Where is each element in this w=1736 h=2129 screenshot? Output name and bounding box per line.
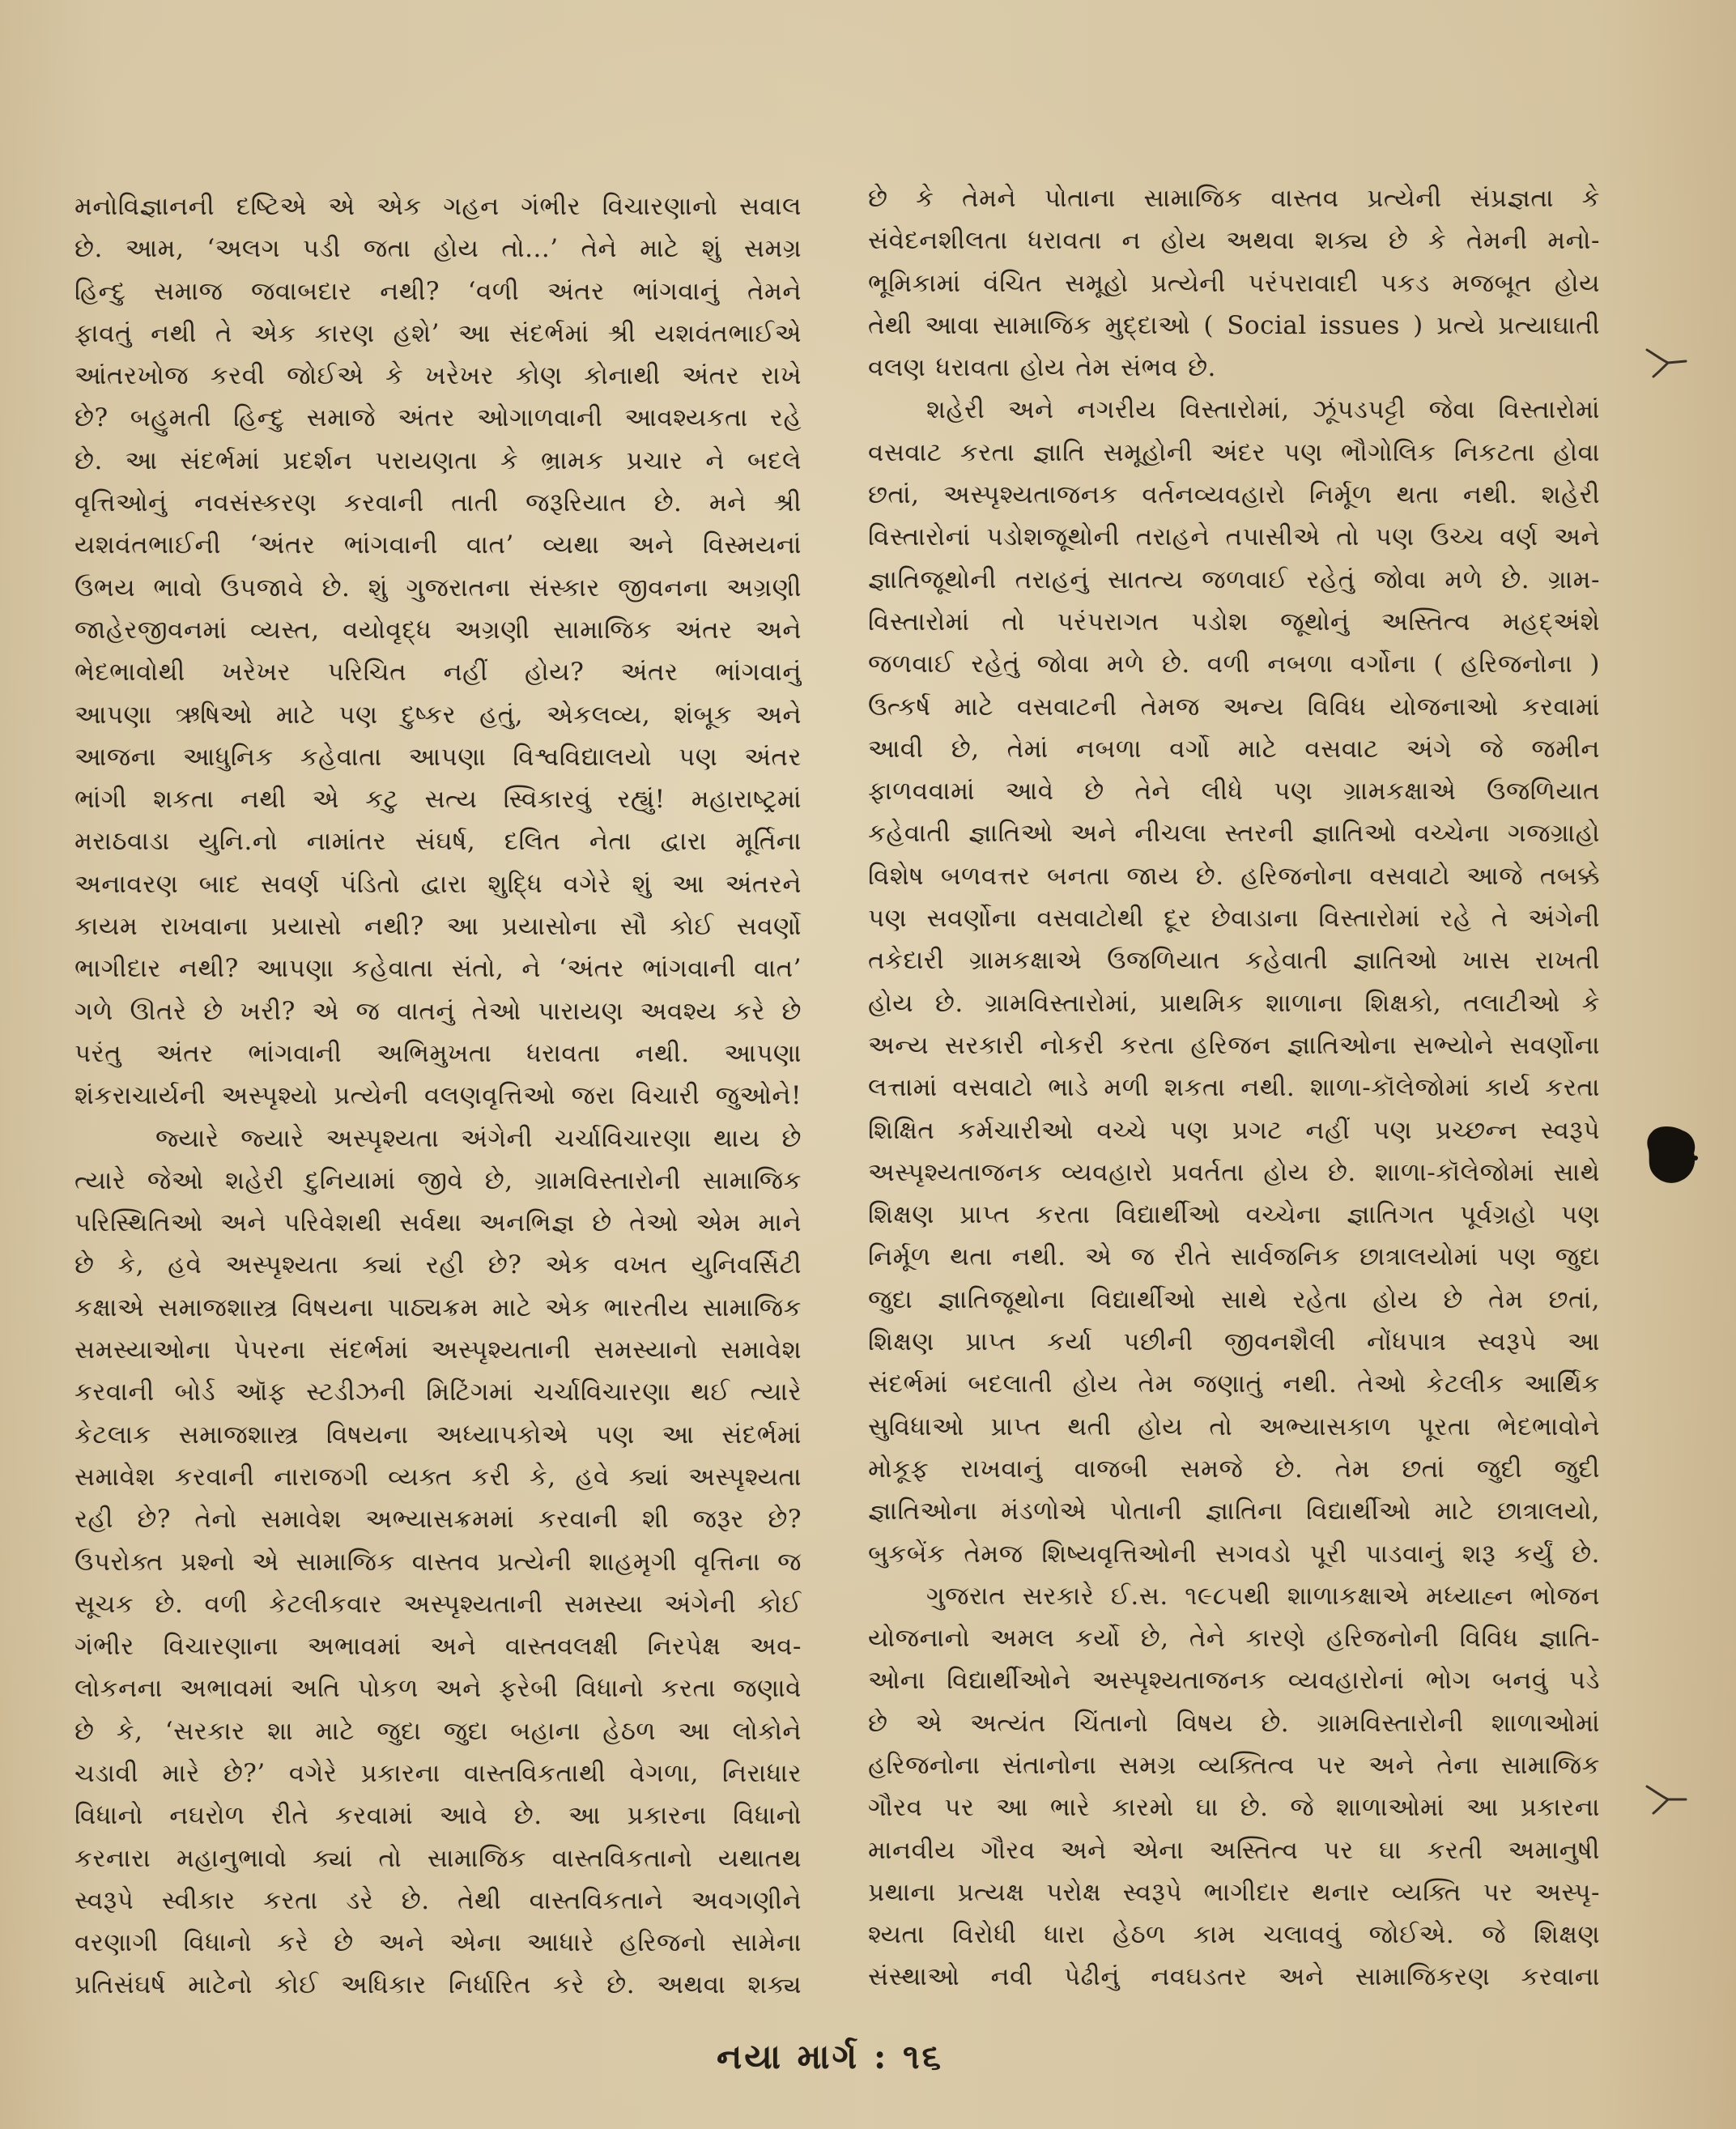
text-line: શિક્ષણ પ્રાપ્ત કર્યા પછીની જીવનશૈલી નોંધપાત્ર સ્વરૂપે આ: [868, 1327, 1600, 1357]
text-line: વૃત્તિઓનું નવસંસ્કરણ કરવાની તાતી જરૂરિયાત છે. મને શ્રી: [74, 488, 802, 518]
text-line: અનાવરણ બાદ સવર્ણ પંડિતો દ્વારા શુદ્ધિ વગેરે શું આ અંતરને: [74, 869, 802, 899]
text-line: હિન્દુ સમાજ જવાબદાર નથી? ‘વળી અંતર ભાંગવાનું તેમને: [74, 276, 802, 306]
text-line: શંકરાચાર્યની અસ્પૃશ્યો પ્રત્યેની વલણવૃત્તિઓ જરા વિચારી જુઓને!: [74, 1081, 802, 1111]
text-line: ગંભીર વિચારણાના અભાવમાં અને વાસ્તવલક્ષી નિરપેક્ષ અવ-: [74, 1632, 802, 1662]
text-line: ભાંગી શકતા નથી એ કટુ સત્ય સ્વિકારવું રહ્યું! મહારાષ્ટ્રમાં: [74, 785, 802, 815]
paragraph-start-line: શહેરી અને નગરીય વિસ્તારોમાં, ઝૂંપડપટ્ટી જેવા વિસ્તારોમાં: [926, 395, 1600, 425]
paragraph-start-line: જ્યારે જ્યારે અસ્પૃશ્યતા અંગેની ચર્ચાવિચારણા થાય છે: [155, 1123, 802, 1153]
text-line: જ્ઞાતિઓના મંડળોએ પોતાની જ્ઞાતિના વિદ્યાર્થીઓ માટે છાત્રાલયો,: [868, 1497, 1600, 1526]
text-line: ભાગીદાર નથી? આપણા કહેવાતા સંતો, ને ‘અંતર ભાંગવાની વાત’: [74, 954, 802, 984]
text-line: લત્તામાં વસવાટો ભાડે મળી શકતા નથી. શાળા-કૉલેજોમાં કાર્ય કરતા: [868, 1073, 1600, 1103]
text-line: સુવિધાઓ પ્રાપ્ત થતી હોય તો અભ્યાસકાળ પૂરતા ભેદભાવોને: [868, 1412, 1600, 1441]
text-line: ઓના વિદ્યાર્થીઓને અસ્પૃશ્યતાજનક વ્યવહારોનાં ભોગ બનવું પડે: [868, 1666, 1600, 1696]
text-line: કરનારા મહાનુભાવો ક્યાં તો સામાજિક વાસ્તવિકતાનો યથાતથ: [74, 1843, 802, 1873]
text-line: આવી છે, તેમાં નબળા વર્ગો માટે વસવાટ અંગે જે જમીન: [868, 734, 1600, 764]
text-line: ત્યારે જેઓ શહેરી દુનિયામાં જીવે છે, ગ્રામવિસ્તારોની સામાજિક: [74, 1165, 802, 1195]
text-line: છતાં, અસ્પૃશ્યતાજનક વર્તનવ્યવહારો નિર્મૂળ થતા નથી. શહેરી: [868, 480, 1600, 510]
text-line: મોકૂફ રાખવાનું વાજબી સમજે છે. તેમ છતાં જુદી જુદી: [868, 1454, 1600, 1484]
text-line: ભૂમિકામાં વંચિત સમૂહો પ્રત્યેની પરંપરાવાદી પકડ મજબૂત હોય: [868, 268, 1600, 298]
text-line: છે કે, હવે અસ્પૃશ્યતા ક્યાં રહી છે? એક વખત યુનિવર્સિટી: [74, 1250, 802, 1280]
text-line: પ્રતિસંઘર્ષ માટેનો કોઈ અધિકાર નિર્ધારિત કરે છે. અથવા શક્ય: [74, 1970, 802, 2000]
text-line: હરિજનોના સંતાનોના સમગ્ર વ્યક્તિત્વ પર અને તેના સામાજિક: [868, 1750, 1600, 1780]
text-line: વિસ્તારોનાં પડોશજૂથોની તરાહને તપાસીએ તો પણ ઉચ્ચ વર્ણ અને: [868, 522, 1600, 552]
margin-mark: [1644, 347, 1689, 379]
text-line: સૂચક છે. વળી કેટલીકવાર અસ્પૃશ્યતાની સમસ્યા અંગેની કોઈ: [74, 1589, 802, 1619]
text-line: લોકનના અભાવમાં અતિ પોકળ અને ફરેબી વિધાનો કરતા જણાવે: [74, 1674, 802, 1704]
text-line: આપણા ઋષિઓ માટે પણ દુષ્કર હતું, એકલવ્ય, શંબૂક અને: [74, 700, 802, 730]
text-line: સંસ્થાઓ નવી પેઢીનું નવઘડતર અને સામાજિકરણ કરવાના: [868, 1962, 1600, 1992]
text-line: રહી છે? તેનો સમાવેશ અભ્યાસક્રમમાં કરવાની શી જરૂર છે?: [74, 1505, 802, 1535]
text-line: વિશેષ બળવત્તર બનતા જાય છે. હરિજનોના વસવાટો આજે તબક્કે: [868, 861, 1600, 891]
left-column: [74, 185, 802, 2007]
text-line: સંવેદનશીલતા ધરાવતા ન હોય અથવા શક્ય છે કે તેમની મનો-: [868, 226, 1600, 256]
text-line: સમાવેશ કરવાની નારાજગી વ્યક્ત કરી કે, હવે ક્યાં અસ્પૃશ્યતા: [74, 1462, 802, 1492]
text-line: કક્ષાએ સમાજશાસ્ત્ર વિષયના પાઠ્યક્રમ માટે એક ભારતીય સામાજિક: [74, 1292, 802, 1322]
text-line: જાહેરજીવનમાં વ્યસ્ત, વયોવૃદ્ધ અગ્રણી સામાજિક અંતર અને: [74, 615, 802, 645]
text-line: છે કે, ‘સરકાર શા માટે જુદા જુદા બહાના હેઠળ આ લોકોને: [74, 1716, 802, 1746]
text-line: છે? બહુમતી હિન્દુ સમાજે અંતર ઓગાળવાની આવશ્યકતા રહે: [74, 403, 802, 433]
text-line: ચડાવી મારે છે?’ વગેરે પ્રકારના વાસ્તવિકતાથી વેગળા, નિરાધાર: [74, 1758, 802, 1788]
margin-mark: [1644, 1782, 1689, 1816]
text-line: અસ્પૃશ્યતાજનક વ્યવહારો પ્રવર્તતા હોય છે. શાળા-કૉલેજોમાં સાથે: [868, 1157, 1600, 1187]
text-line: ગળે ઊતરે છે ખરી? એ જ વાતનું તેઓ પારાયણ અવશ્ય કરે છે: [74, 996, 802, 1026]
right-column: [868, 177, 1600, 1999]
paragraph-start-line: ગુજરાત સરકારે ઈ.સ. ૧૯૮૫થી શાળાકક્ષાએ મધ્યાહ્ન ભોજન: [926, 1581, 1600, 1611]
text-line: ઉત્કર્ષ માટે વસવાટની તેમજ અન્ય વિવિધ યોજનાઓ કરવામાં: [868, 692, 1600, 722]
text-line: ફાળવવામાં આવે છે તેને લીધે પણ ગ્રામકક્ષાએ ઉજળિયાત: [868, 777, 1600, 807]
text-line: પરંતુ અંતર ભાંગવાની અભિમુખતા ધરાવતા નથી. આપણા: [74, 1038, 802, 1068]
text-line: છે એ અત્યંત ચિંતાનો વિષય છે. ગ્રામવિસ્તારોની શાળાઓમાં: [868, 1708, 1600, 1738]
text-line: કાયમ રાખવાના પ્રયાસો નથી? આ પ્રયાસોના સૌ કોઈ સવર્ણો: [74, 912, 802, 942]
text-line: મરાઠવાડા યુનિ.નો નામાંતર સંઘર્ષ, દલિત નેતા દ્વારા મૂર્તિના: [74, 827, 802, 857]
text-line: પણ સવર્ણોના વસવાટોથી દૂર છેવાડાના વિસ્તારોમાં રહે તે અંગેની: [868, 904, 1600, 934]
text-line: સમસ્યાઓના પેપરના સંદર્ભમાં અસ્પૃશ્યતાની સમસ્યાનો સમાવેશ: [74, 1335, 802, 1365]
text-line: નિર્મૂળ થતા નથી. એ જ રીતે સાર્વજનિક છાત્રાલયોમાં પણ જુદા: [868, 1242, 1600, 1272]
text-line: છે. આ સંદર્ભમાં પ્રદર્શન પરાયણતા કે ભ્રામક પ્રચાર ને બદલે: [74, 445, 802, 475]
text-line: વરણાગી વિધાનો કરે છે અને એના આધારે હરિજનો સામેના: [74, 1928, 802, 1958]
text-line: ફાવતું નથી તે એક કારણ હશે’ આ સંદર્ભમાં શ્રી યશવંતભાઈએ: [74, 318, 802, 348]
text-line: વસવાટ કરતા જ્ઞાતિ સમૂહોની અંદર પણ ભૌગોલિક નિકટતા હોવા: [868, 437, 1600, 467]
text-line: શ્યતા વિરોધી ધારા હેઠળ કામ ચલાવવું જોઈએ. જે શિક્ષણ: [868, 1920, 1600, 1950]
text-line: કરવાની બોર્ડ ઑફ સ્ટડીઝની મિટિંગમાં ચર્ચાવિચારણા થઈ ત્યારે: [74, 1377, 802, 1407]
text-line: સંદર્ભમાં બદલાતી હોય તેમ જણાતું નથી. તેઓ કેટલીક આર્થિક: [868, 1369, 1600, 1399]
text-line: તકેદારી ગ્રામકક્ષાએ ઉજળિયાત કહેવાતી જ્ઞાતિઓ ખાસ રાખતી: [868, 946, 1600, 976]
text-line: કેટલાક સમાજશાસ્ત્ર વિષયના અધ્યાપકોએ પણ આ સંદર્ભમાં: [74, 1420, 802, 1450]
text-line: જુદા જ્ઞાતિજૂથોના વિદ્યાર્થીઓ સાથે રહેતા હોય છે તેમ છતાં,: [868, 1284, 1600, 1314]
page-footer: નયા માર્ગ : ૧૬: [717, 2037, 944, 2076]
text-line: છે. આમ, ‘અલગ પડી જતા હોય તો...’ તેને માટે શું સમગ્ર: [74, 234, 802, 264]
text-line: ઉભય ભાવો ઉપજાવે છે. શું ગુજરાતના સંસ્કાર જીવનના અગ્રણી: [74, 573, 802, 603]
text-line: પ્રથાના પ્રત્યક્ષ પરોક્ષ સ્વરૂપે ભાગીદાર થનાર વ્યક્તિ પર અસ્પૃ-: [868, 1877, 1600, 1907]
text-line: બુકબેંક તેમજ શિષ્યવૃત્તિઓની સગવડો પૂરી પાડવાનું શરૂ કર્યું છે.: [868, 1539, 1600, 1569]
text-line: અન્ય સરકારી નોકરી કરતા હરિજન જ્ઞાતિઓના સભ્યોને સવર્ણોના: [868, 1030, 1600, 1060]
text-line: ઉપરોક્ત પ્રશ્નો એ સામાજિક વાસ્તવ પ્રત્યેની શાહમૃગી વૃત્તિના જ: [74, 1547, 802, 1577]
paragraph-end-line: વલણ ધરાવતા હોય તેમ સંભવ છે.: [868, 353, 1216, 383]
text-line: આંતરખોજ કરવી જોઈએ કે ખરેખર કોણ કોનાથી અંતર રાખે: [74, 361, 802, 391]
text-line: પરિસ્થિતિઓ અને પરિવેશથી સર્વથા અનભિજ્ઞ છે તેઓ એમ માને: [74, 1208, 802, 1238]
text-line: ગૌરવ પર આ ભારે કારમો ઘા છે. જે શાળાઓમાં આ પ્રકારના: [868, 1793, 1600, 1823]
text-line: માનવીય ગૌરવ અને એના અસ્તિત્વ પર ઘા કરતી અમાનુષી: [868, 1835, 1600, 1865]
text-line: યોજનાનો અમલ કર્યો છે, તેને કારણે હરિજનોની વિવિધ જ્ઞાતિ-: [868, 1624, 1600, 1654]
text-line: શિક્ષિત કર્મચારીઓ વચ્ચે પણ પ્રગટ નહીં પણ પ્રચ્છન્ન સ્વરૂપે: [868, 1115, 1600, 1145]
text-line: જળવાઈ રહેતું જોવા મળે છે. વળી નબળા વર્ગોના ( હરિજનોના ): [868, 649, 1600, 679]
text-line: હોય છે. ગ્રામવિસ્તારોમાં, પ્રાથમિક શાળાના શિક્ષકો, તલાટીઓ કે: [868, 988, 1600, 1018]
text-line: કહેવાતી જ્ઞાતિઓ અને નીચલા સ્તરની જ્ઞાતિઓ વચ્ચેના ગજગ્રાહો: [868, 819, 1600, 849]
text-line: આજના આધુનિક કહેવાતા આપણા વિશ્વવિદ્યાલયો પણ અંતર: [74, 742, 802, 772]
text-line: શિક્ષણ પ્રાપ્ત કરતા વિદ્યાર્થીઓ વચ્ચેના જ્ઞાતિગત પૂર્વગ્રહો પણ: [868, 1200, 1600, 1230]
text-line: જ્ઞાતિજૂથોની તરાહનું સાતત્ય જળવાઈ રહેતું જોવા મળે છે. ગ્રામ-: [868, 564, 1600, 594]
text-line: મનોવિજ્ઞાનની દષ્ટિએ એ એક ગહન ગંભીર વિચારણાનો સવાલ: [74, 192, 802, 221]
text-line: તેથી આવા સામાજિક મુદ્દાઓ ( Social issues ) પ્રત્યે પ્રત્યાઘાતી: [868, 310, 1600, 340]
text-line: યશવંતભાઈની ‘અંતર ભાંગવાની વાત’ વ્યથા અને વિસ્મયનાં: [74, 530, 802, 560]
ink-blot: [1644, 1122, 1700, 1187]
text-line: ભેદભાવોથી ખરેખર પરિચિત નહીં હોય? અંતર ભાંગવાનું: [74, 658, 802, 688]
text-line: વિસ્તારોમાં તો પરંપરાગત પડોશ જૂથોનું અસ્તિત્વ મહદ્અંશે: [868, 607, 1600, 637]
text-line: સ્વરૂપે સ્વીકાર કરતા ડરે છે. તેથી વાસ્તવિકતાને અવગણીને: [74, 1885, 802, 1915]
text-line: છે કે તેમને પોતાના સામાજિક વાસ્તવ પ્રત્યેની સંપ્રજ્ઞતા કે: [868, 184, 1600, 213]
text-line: વિધાનો નઘરોળ રીતે કરવામાં આવે છે. આ પ્રકારના વિધાનો: [74, 1801, 802, 1831]
